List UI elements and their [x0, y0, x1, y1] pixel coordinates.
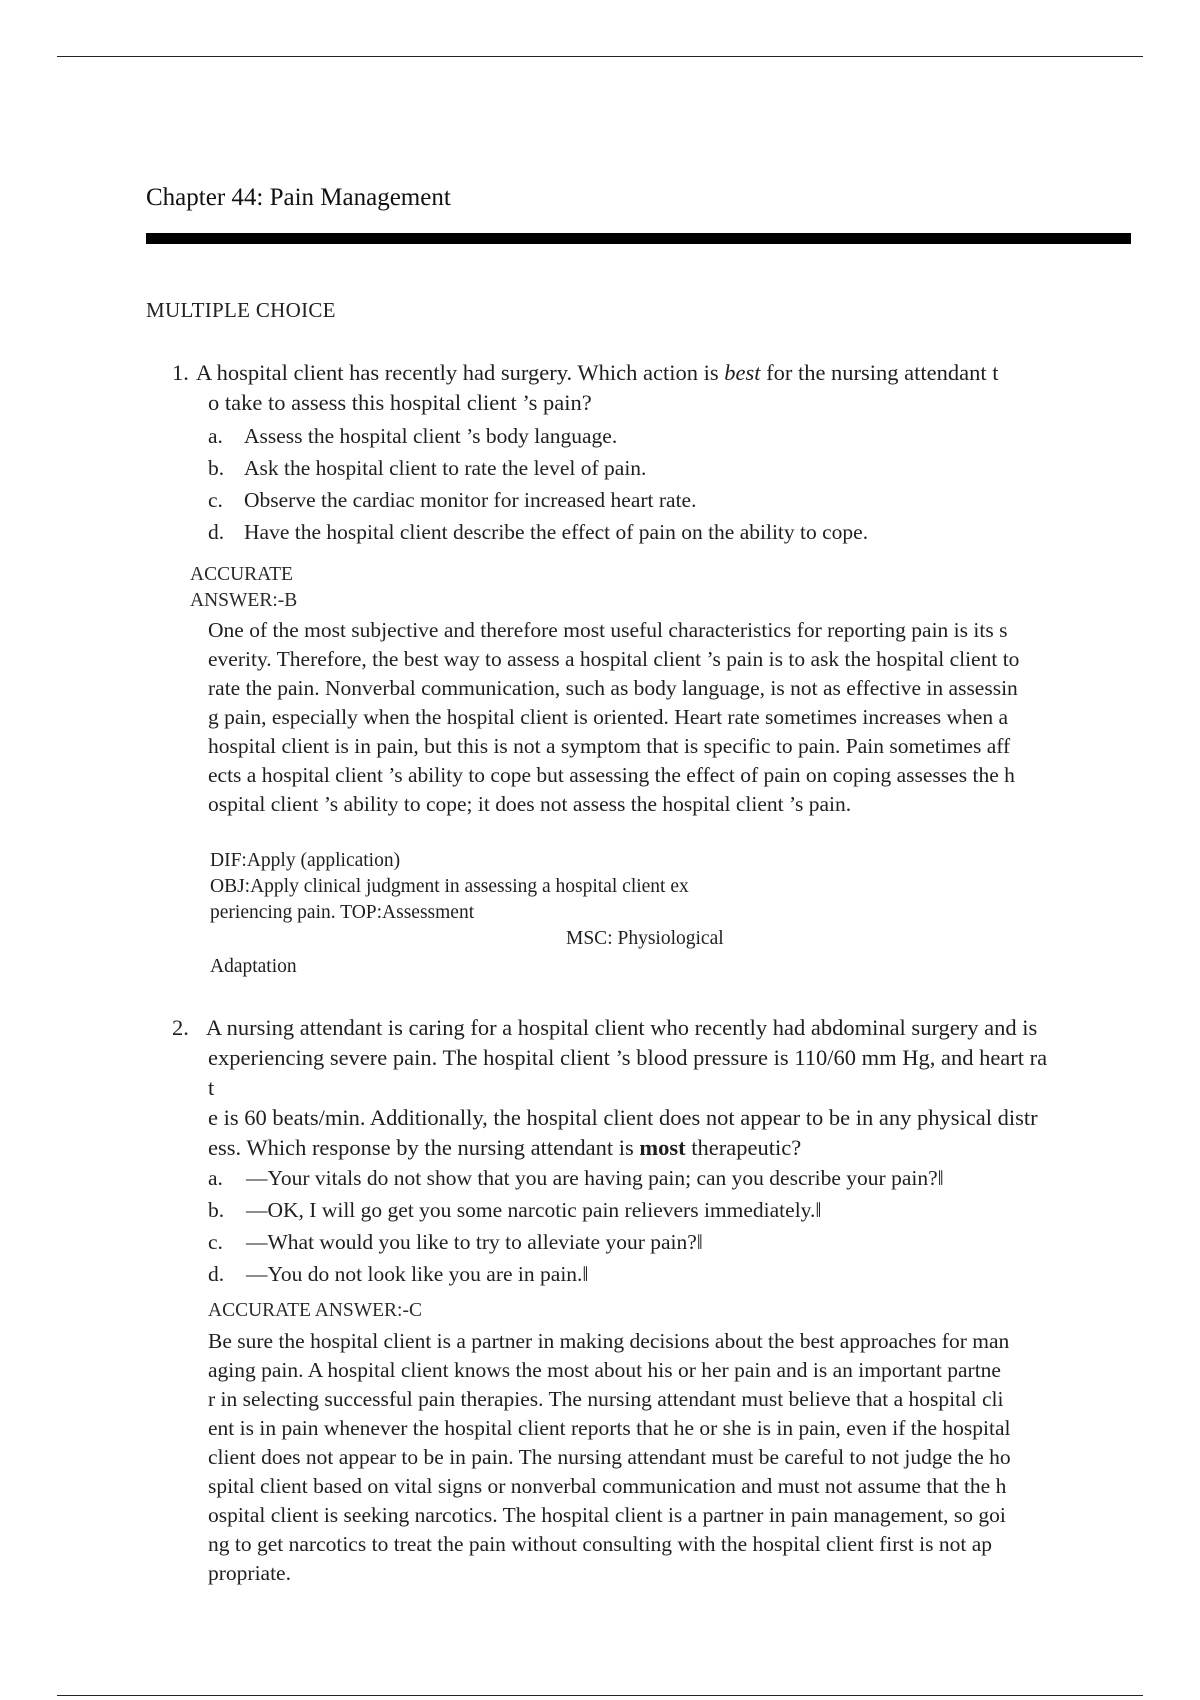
- objective: OBJ:Apply clinical judgment in assessing a hospital client ex: [210, 876, 689, 897]
- page-bottom-rule: [57, 1695, 1143, 1696]
- answer-key: ACCURATE ANSWER:-C: [208, 1300, 422, 1321]
- stem-emphasis: most: [639, 1135, 686, 1160]
- stem-text: therapeutic?: [685, 1135, 802, 1160]
- section-heading: MULTIPLE CHOICE: [146, 298, 336, 322]
- stem-text: t: [208, 1075, 215, 1100]
- msc-category-cont: Adaptation: [210, 956, 297, 977]
- stem-text: experiencing severe pain. The hospital client ’s blood pressure is 110/60 mm Hg, and heart ra: [208, 1045, 1048, 1070]
- stem-text: A hospital client has recently had surgery. Which action is: [196, 360, 725, 385]
- chapter-title-bar: [146, 233, 1131, 244]
- rationale: Be sure the hospital client is a partner in making decisions about the best approaches for man aging pain. A hospital client knows the most about his or her pain and is an important partne r in selecting successful pain therapies. The nursing attendant must believe that a hospital cli ent is in pain whenever the hospital client reports that he or she is in pain, even if the hospital client does not appear to be in pain. The nursing attendant must be careful to not judge the ho spital client based on vital signs or nonverbal communication and must not assume that the h ospital client is seeking narcotics. The hospital client is a partner in pain management, so goi ng to get narcotics to treat the pain without consulting with the hospital client first is not ap propriate.: [208, 1329, 1011, 1585]
- answer-key: ACCURATE ANSWER:-B: [190, 564, 298, 611]
- chapter-title: Chapter 44: Pain Management: [146, 184, 451, 211]
- stem-text: ess. Which response by the nursing attendant is: [208, 1135, 640, 1160]
- stem-text: for the nursing attendant t: [760, 360, 999, 385]
- stem-text: o take to assess this hospital client ’s pain?: [208, 390, 592, 415]
- msc-category: MSC: Physiological: [566, 928, 724, 949]
- rationale: One of the most subjective and therefore most useful characteristics for reporting pain is its s everity. Therefore, the best way to assess a hospital client ’s pain is to ask the hospital client to rate the pain. Nonverbal communication, such as body language, is not as effective in assessin g pain, especially when the hospital client is oriented. Heart rate sometimes increases when a hospital client is in pain, but this is not a symptom that is specific to pain. Pain sometimes aff ects a hospital client ’s ability to cope but assessing the effect of pain on coping assesses the h ospital client ’s ability to cope; it does not assess the hospital client ’s pain.: [208, 618, 1020, 816]
- page-top-rule: [57, 56, 1143, 57]
- question-metadata: [210, 848, 689, 926]
- question-number: 2.: [172, 1015, 189, 1040]
- difficulty: DIF:Apply (application): [210, 850, 401, 871]
- question-number: 1.: [172, 360, 189, 385]
- stem-emphasis: best: [724, 360, 761, 385]
- stem-text: A nursing attendant is caring for a hospital client who recently had abdominal surgery and is: [206, 1015, 1038, 1040]
- objective-topic: periencing pain. TOP:Assessment: [210, 902, 475, 923]
- stem-text: e is 60 beats/min. Additionally, the hospital client does not appear to be in any physical distr: [208, 1105, 1038, 1130]
